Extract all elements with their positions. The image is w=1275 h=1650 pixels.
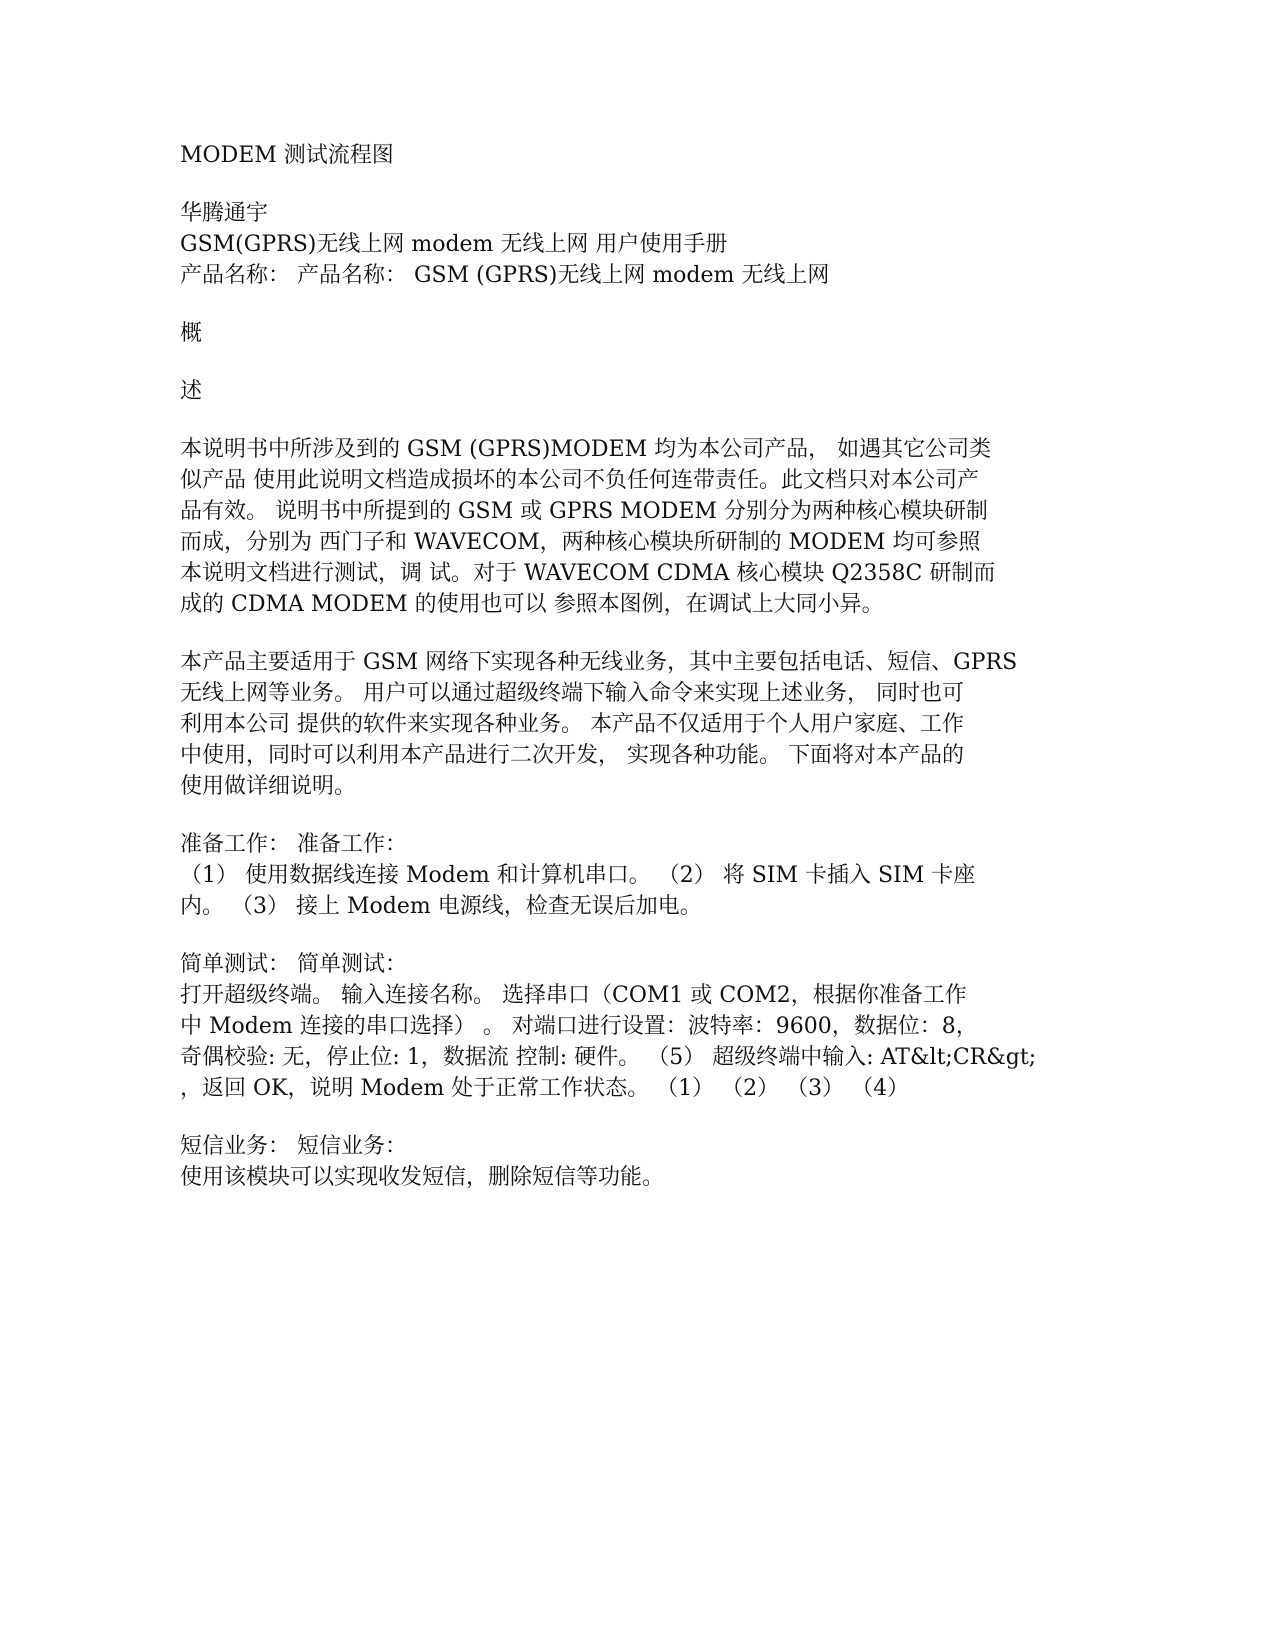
paragraph-line: ，返回 OK，说明 Modem 处于正常工作状态。 （1） （2） （3） （4） [180, 1076, 910, 1101]
overview-heading-1: 概 [180, 321, 203, 346]
document-body [180, 140, 1060, 1220]
paragraph-line: （1） 使用数据线连接 Modem 和计算机串口。 （2） 将 SIM 卡插入 SIM 卡座 [180, 863, 976, 888]
simple-test-section [180, 949, 1060, 1104]
paragraph-line: 中使用，同时可以利用本产品进行二次开发， 实现各种功能。 下面将对本产品的 [180, 743, 964, 768]
paragraph-line: 本说明书中所涉及到的 GSM (GPRS)MODEM 均为本公司产品， 如遇其它公司类 [180, 437, 992, 462]
paragraph-line: 无线上网等业务。 用户可以通过超级终端下输入命令来实现上述业务， 同时也可 [180, 681, 964, 706]
paragraph-line: 本产品主要适用于 GSM 网络下实现各种无线业务，其中主要包括电话、短信、GPRS [180, 650, 1018, 675]
preparation-section [180, 829, 1060, 922]
paragraph-line: 本说明文档进行测试，调 试。对于 WAVECOM CDMA 核心模块 Q2358C 研制而 [180, 561, 996, 586]
usage-paragraph [180, 647, 1060, 802]
paragraph-line: 似产品 使用此说明文档造成损坏的本公司不负任何连带责任。此文档只对本公司产 [180, 468, 979, 493]
paragraph-line: 打开超级终端。 输入连接名称。 选择串口（COM1 或 COM2，根据你准备工作 [180, 983, 967, 1008]
paragraph-line: 中 Modem 连接的串口选择） 。 对端口进行设置：波特率：9600，数据位：8， [180, 1014, 978, 1039]
overview-heading-2: 述 [180, 379, 203, 404]
paragraph-line: 内。 （3） 接上 Modem 电源线，检查无误后加电。 [180, 894, 702, 919]
header-block [180, 198, 1060, 291]
section-heading: 准备工作： 准备工作： [180, 832, 407, 857]
section-heading: 简单测试： 简单测试： [180, 952, 407, 977]
paragraph-line: 使用做详细说明。 [180, 774, 357, 799]
overview-paragraph [180, 434, 1060, 620]
paragraph-line: 利用本公司 提供的软件来实现各种业务。 本产品不仅适用于个人用户家庭、工作 [180, 712, 964, 737]
product-name: 产品名称： 产品名称： GSM (GPRS)无线上网 modem 无线上网 [180, 263, 830, 288]
company-name: 华腾通宇 [180, 201, 269, 226]
document-title: MODEM 测试流程图 [180, 143, 394, 168]
manual-title: GSM(GPRS)无线上网 modem 无线上网 用户使用手册 [180, 232, 728, 257]
paragraph-line: 奇偶校验: 无，停止位: 1，数据流 控制: 硬件。 （5） 超级终端中输入: AT&lt;CR&gt; [180, 1045, 1037, 1070]
sms-section [180, 1131, 1060, 1193]
paragraph-line: 成的 CDMA MODEM 的使用也可以 参照本图例，在调试上大同小异。 [180, 592, 884, 617]
paragraph-line: 使用该模块可以实现收发短信，删除短信等功能。 [180, 1165, 665, 1190]
section-heading: 短信业务： 短信业务： [180, 1134, 407, 1159]
paragraph-line: 品有效。 说明书中所提到的 GSM 或 GPRS MODEM 分别分为两种核心模块研制 [180, 499, 988, 524]
paragraph-line: 而成，分别为 西门子和 WAVECOM，两种核心模块所研制的 MODEM 均可参照 [180, 530, 981, 555]
